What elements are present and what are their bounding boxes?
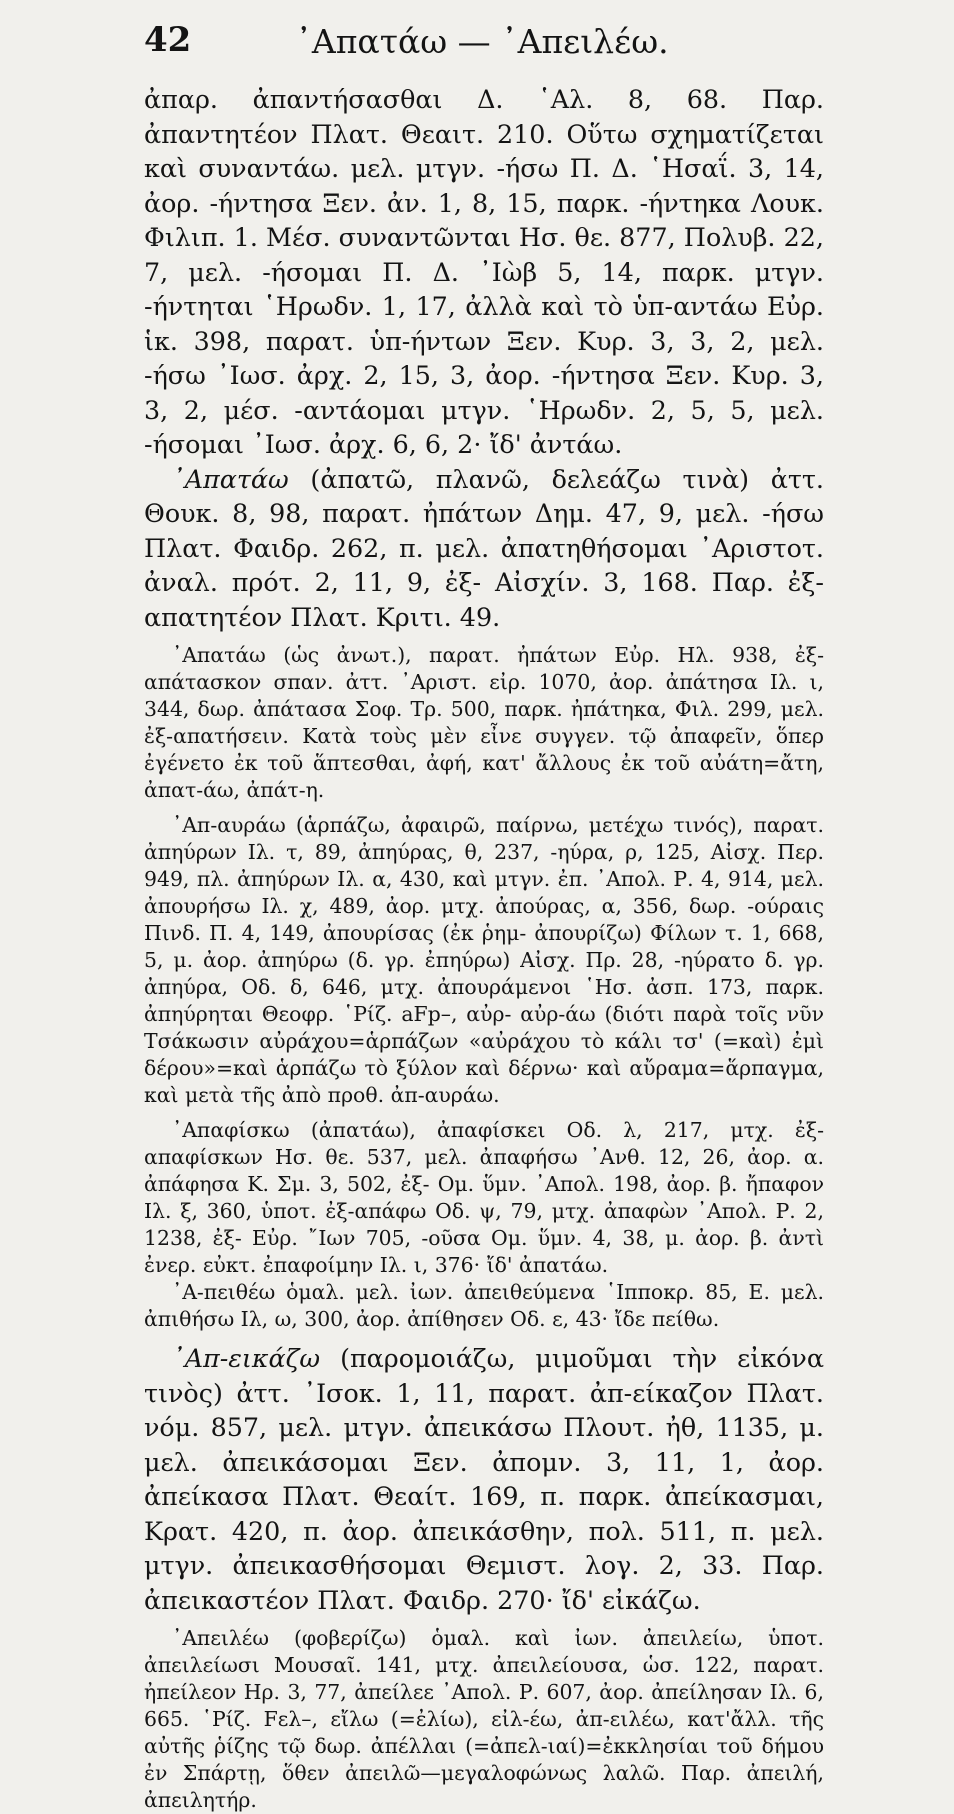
entry-apaphisko — [144, 1117, 824, 1279]
entry-apeitheo — [144, 1279, 824, 1333]
page-number: 42 — [144, 20, 192, 60]
entry-text: (ὡς ἀνωτ.), παρατ. ἠπάτων Εὐρ. Ηλ. 938, ἐξ-απάτασκον σπαν. ἀττ. ᾿Αριστ. εἰρ. 1070, ἀορ. ἀπάτησα Ιλ. ι, 344, δωρ. ἀπάτασα Σοφ. Τρ. 500, παρκ. ἠπάτηκα, Φιλ. 299, μελ. ἐξ-απατήσειν. Κατὰ τοὺς μὲν εἶνε συγγεν. τῷ ἀπαφεῖν, ὅπερ ἐγένετο ἐκ τοῦ ἅπτεσθαι, ἀφή, κατ' ἄλλους ἐκ τοῦ αὐάτη=ἄτη, ἀπατ-άω, ἀπάτ-η. — [144, 643, 824, 802]
entry-apeileo — [144, 1625, 824, 1814]
entry-headword: ᾿Απ-αυράω — [172, 813, 286, 837]
entry-headword: ᾿Α-πειθέω — [172, 1280, 276, 1304]
entry-continuation — [144, 82, 824, 462]
entry-headword: ᾿Απ-εικάζω — [172, 1343, 321, 1373]
entry-text: (ἀπατάω), ἀπαφίσκει Οδ. λ, 217, μτχ. ἐξ-απαφίσκων Ησ. θε. 537, μελ. ἀπαφήσω ᾿Ανθ. 12, 26, ἀορ. α. ἀπάφησα Κ. Σμ. 3, 502, ἐξ- Ομ. ὕμν. ᾿Απολ. 198, ἀορ. β. ἤπαφον Ιλ. ξ, 360, ὑποτ. ἐξ-απάφω Οδ. ψ, 79, μτχ. ἀπαφὼν ᾿Απολ. Ρ. 2, 1238, ἐξ- Εὐρ. ῎Ιων 705, -οῦσα Ομ. ὕμν. 4, 38, μ. ἀορ. β. ἀντὶ ἐνερ. εὐκτ. ἐπαφοίμην Ιλ. ι, 376· ἴδ' ἀπατάω. — [144, 1118, 824, 1277]
entry-text: (ἀπατῶ, πλανῶ, δελεάζω τινὰ) ἀττ. Θουκ. 8, 98, παρατ. ἠπάτων Δημ. 47, 9, μελ. -ήσω Πλατ. Φαιδρ. 262, π. μελ. ἀπατηθήσομαι ᾿Αριστοτ. ἀναλ. πρότ. 2, 11, 9, ἐξ- Αἰσχίν. 3, 168. Παρ. ἐξ-απατητέον Πλατ. Κριτι. 49. — [144, 463, 824, 632]
entry-text: (ἁρπάζω, ἀφαιρῶ, παίρνω, μετέχω τινός), παρατ. ἀπηύρων Ιλ. τ, 89, ἀπηύρας, θ, 237, -ηύρα, ρ, 125, Αἰσχ. Περ. 949, πλ. ἀπηύρων Ιλ. α, 430, καὶ μτγν. ἐπ. ᾿Απολ. Ρ. 4, 914, μελ. ἀπουρήσω Ιλ. χ, 489, ἀορ. μτχ. ἀπούρας, α, 356, δωρ. -ούραις Πινδ. Π. 4, 149, ἀπουρίσας (ἐκ ῥημ- ἀπουρίζω) Φίλων τ. 1, 668, 5, μ. ἀορ. ἀπηύρω (δ. γρ. ἐπηύρω) Αἰσχ. Πρ. 28, -ηύρατο δ. γρ. ἀπηύρα, Οδ. δ, 646, μτχ. ἀπουράμενοι ῾Ησ. ἀσπ. 173, παρκ. ἀπηύρηται Θεοφρ. ῾Ρίζ. aFp–, αὐρ- αὐρ-άω (διότι παρὰ τοῖς νῦν Τσάκωσιν αὐράχου=ἁρπάζων «αὐράχου τὸ κάλι τσ' (=καὶ) ἐμὶ δέρου»=καὶ ἁρπάζω τὸ ξύλον καὶ δέρνω· καὶ αὔραμα=ἅρπαγμα, καὶ μετὰ τῆς ἀπὸ προθ. ἀπ-αυράω. — [144, 813, 824, 1107]
entry-apauraao — [144, 812, 824, 1109]
entry-text: ὁμαλ. μελ. ἰων. ἀπειθεύμενα ῾Ιπποκρ. 85, Ε. μελ. ἀπιθήσω Ιλ, ω, 300, ἀορ. ἀπίθησεν Οδ. ε, 43· ἴδε πείθω. — [144, 1280, 824, 1331]
entry-headword: ᾿Απαφίσκω — [172, 1118, 290, 1142]
running-head: ᾿Απατάω — ᾿Απειλέω. — [295, 22, 669, 61]
entry-headword: ᾿Απατάω — [172, 643, 266, 667]
entry-apatao-epic — [144, 642, 824, 804]
entry-apeikazo — [144, 1341, 824, 1617]
page-header — [144, 20, 820, 72]
entry-text: ἀπαρ. ἀπαντήσασθαι Δ. ῾Αλ. 8, 68. Παρ. ἀπαντητέον Πλατ. Θεαιτ. 210. Οὕτω σχηματίζεται καὶ συναντάω. μελ. μτγν. -ήσω Π. Δ. ῾Ησαΐ. 3, 14, ἀορ. -ήντησα Ξεν. ἀν. 1, 8, 15, παρκ. -ήντηκα Λουκ. Φιλιπ. 1. Μέσ. συναντῶνται Ησ. θε. 877, Πολυβ. 22, 7, μελ. -ήσομαι Π. Δ. ᾿Ιὼβ 5, 14, παρκ. μτγν. -ήντηται ῾Ηρωδν. 1, 17, ἀλλὰ καὶ τὸ ὑπ-αντάω Εὐρ. ἱκ. 398, παρατ. ὑπ-ήντων Ξεν. Κυρ. 3, 3, 2, μελ. -ήσω ᾿Ιωσ. ἀρχ. 2, 15, 3, ἀορ. -ήντησα Ξεν. Κυρ. 3, 3, 2, μέσ. -αντάομαι μτγν. ῾Ηρωδν. 2, 5, 5, μελ. -ήσομαι ᾿Ιωσ. ἀρχ. 6, 6, 2· ἴδ' ἀντάω. — [144, 84, 824, 459]
entry-headword: ᾿Απατάω — [172, 463, 289, 494]
entry-text: (παρομοιάζω, μιμοῦμαι τὴν εἰκόνα τινὸς) ἀττ. ᾿Ισοκ. 1, 11, παρατ. ἀπ-είκαζον Πλατ. νόμ. 857, μελ. μτγν. ἀπεικάσω Πλουτ. ἠθ, 1135, μ. μελ. ἀπεικάσομαι Ξεν. ἀπομν. 3, 11, 1, ἀορ. ἀπείκασα Πλατ. Θεαίτ. 169, π. παρκ. ἀπείκασμαι, Κρατ. 420, π. ἀορ. ἀπεικάσθην, πολ. 511, π. μελ. μτγν. ἀπεικασθήσομαι Θεμιστ. λογ. 2, 33. Παρ. ἀπεικαστέον Πλατ. Φαιδρ. 270· ἴδ' εἰκάζω. — [144, 1343, 824, 1615]
page-body — [144, 82, 824, 1814]
entry-apatao — [144, 462, 824, 635]
entry-text: (φοβερίζω) ὁμαλ. καὶ ἰων. ἀπειλείω, ὑποτ. ἀπειλείωσι Μουσαῖ. 141, μτχ. ἀπειλείουσα, ὡσ. 122, παρατ. ἠπείλεον Ηρ. 3, 77, ἀπείλεε ᾿Απολ. Ρ. 607, ἀορ. ἀπείλησαν Ιλ. 6, 665. ῾Ρίζ. Fελ–, εἴλω (=ἐλίω), εἰλ-έω, ἀπ-ειλέω, κατ'ἄλλ. τῆς αὐτῆς ῥίζης τῷ δωρ. ἀπέλλαι (=ἀπελ-ιαί)=ἐκκλησίαι τοῦ δήμου ἐν Σπάρτῃ, ὅθεν ἀπειλῶ—μεγαλοφώνως λαλῶ. Παρ. ἀπειλή, ἀπειλητήρ. — [144, 1626, 824, 1812]
entry-headword: ᾿Απειλέω — [172, 1626, 269, 1650]
